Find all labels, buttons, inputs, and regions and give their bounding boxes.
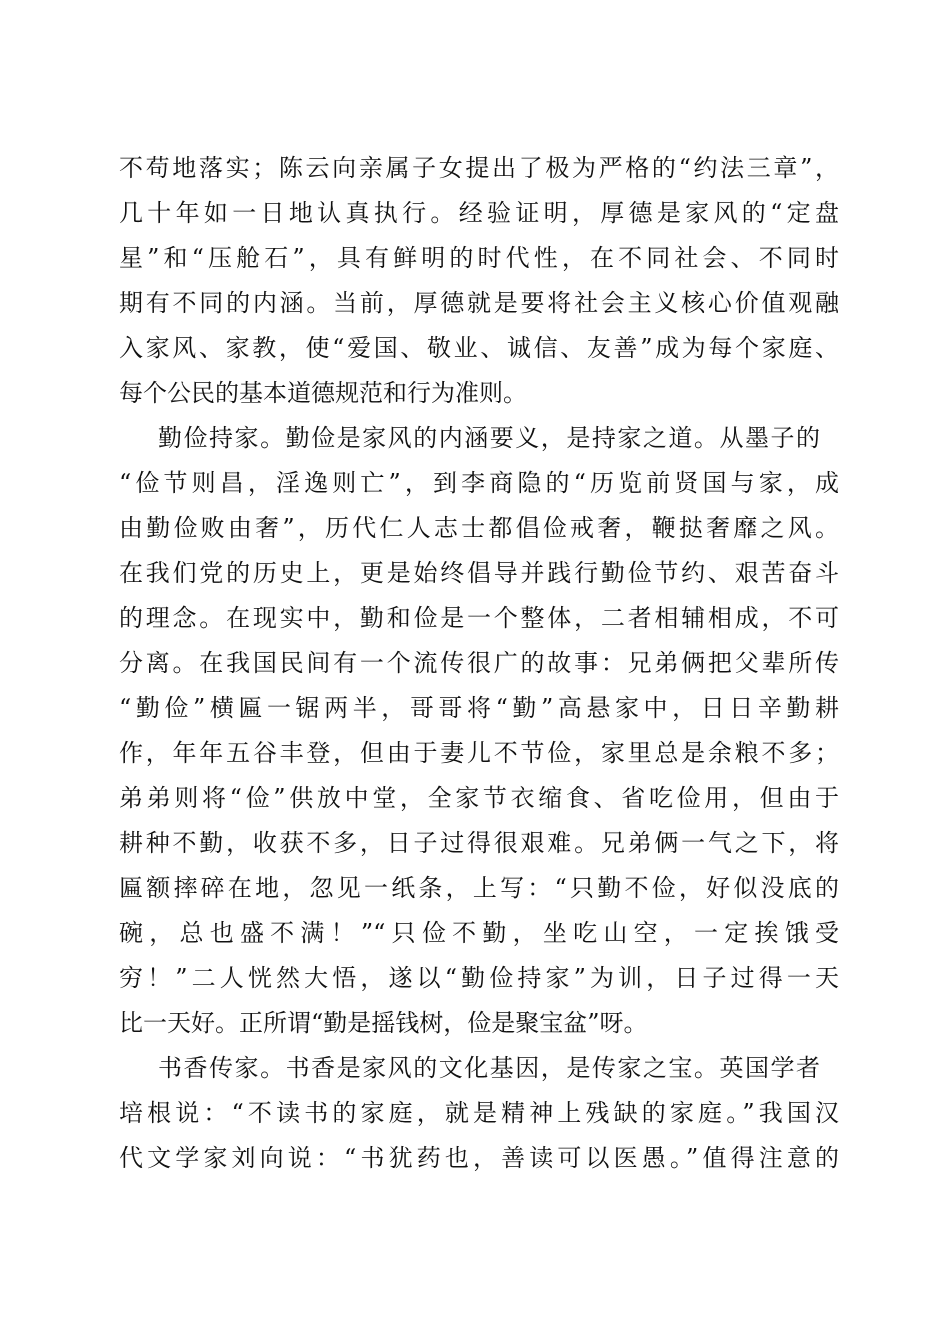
text-line: 分离。在我国民间有一个流传很广的故事：兄弟俩把父辈所传	[119, 649, 839, 677]
text-line: 匾额摔碎在地，忽见一纸条，上写：“只勤不俭，好似没底的	[119, 874, 839, 902]
text-line: 由勤俭败由奢”，历代仁人志士都倡俭戒奢，鞭挞奢靡之风。	[119, 514, 839, 542]
paragraph-first-line: 书香传家。书香是家风的文化基因，是传家之宝。英国学者	[158, 1054, 820, 1082]
text-line: 培根说：“不读书的家庭，就是精神上残缺的家庭。”我国汉	[119, 1099, 839, 1127]
text-line: 入家风、家教，使“爱国、敬业、诚信、友善”成为每个家庭、	[119, 334, 839, 362]
text-line: “勤俭”横匾一锯两半，哥哥将“勤”高悬家中，日日辛勤耕	[119, 694, 839, 722]
text-line: 穷！”二人恍然大悟，遂以“勤俭持家”为训，日子过得一天	[119, 964, 839, 992]
text-line: 期有不同的内涵。当前，厚德就是要将社会主义核心价值观融	[119, 289, 839, 317]
text-line: 每个公民的基本道德规范和行为准则。	[119, 379, 527, 407]
text-line: 碗，总也盛不满！”“只俭不勤，坐吃山空，一定挨饿受	[119, 919, 839, 947]
text-line: 在我们党的历史上，更是始终倡导并践行勤俭节约、艰苦奋斗	[119, 559, 839, 587]
text-line: 耕种不勤，收获不多，日子过得很艰难。兄弟俩一气之下，将	[119, 829, 839, 857]
text-line: 作，年年五谷丰登，但由于妻儿不节俭，家里总是余粮不多；	[119, 739, 839, 767]
paragraph-first-line: 勤俭持家。勤俭是家风的内涵要义，是持家之道。从墨子的	[158, 424, 820, 452]
text-line: 比一天好。正所谓“勤是摇钱树，俭是聚宝盆”呀。	[119, 1009, 648, 1037]
text-line: 星”和“压舱石”，具有鲜明的时代性，在不同社会、不同时	[119, 244, 839, 272]
text-line: 弟弟则将“俭”供放中堂，全家节衣缩食、省吃俭用，但由于	[119, 784, 839, 812]
text-line: 几十年如一日地认真执行。经验证明，厚德是家风的“定盘	[119, 199, 839, 227]
text-line: “俭节则昌，淫逸则亡”，到李商隐的“历览前贤国与家，成	[119, 469, 839, 497]
text-line: 的理念。在现实中，勤和俭是一个整体，二者相辅相成，不可	[119, 604, 839, 632]
text-line: 代文学家刘向说：“书犹药也，善读可以医愚。”值得注意的	[119, 1144, 839, 1172]
text-line: 不苟地落实；陈云向亲属子女提出了极为严格的“约法三章”，	[119, 154, 839, 182]
